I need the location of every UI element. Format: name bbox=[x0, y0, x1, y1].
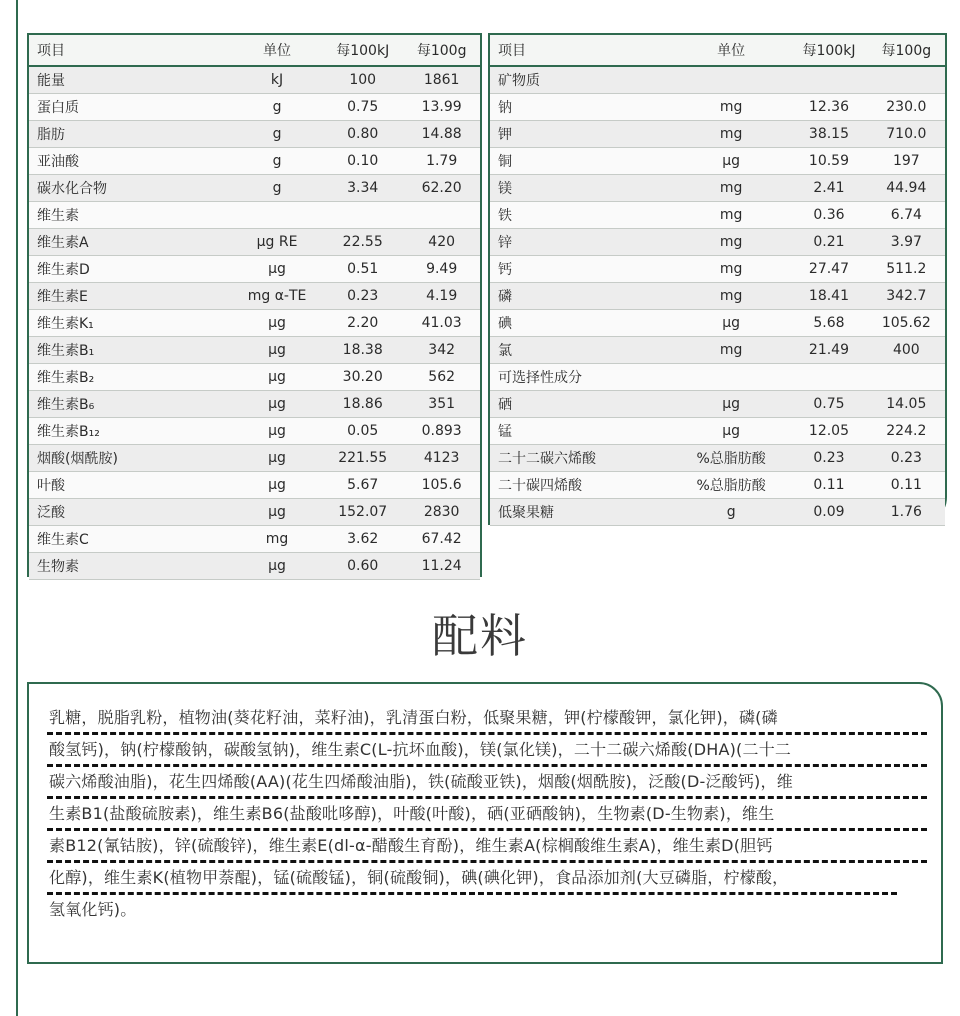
table-row bbox=[29, 391, 480, 418]
row-per-100kj: 12.05 bbox=[808, 423, 850, 439]
row-per-100g: 62.20 bbox=[421, 180, 462, 196]
row-per-100g: 400 bbox=[892, 342, 920, 358]
row-per-100g bbox=[868, 364, 945, 391]
header-item: 项目 bbox=[29, 35, 232, 66]
row-per-100g: 342 bbox=[428, 342, 456, 358]
row-name: 维生素B₁ bbox=[37, 343, 95, 359]
table-row bbox=[29, 526, 480, 553]
row-per-100g: 44.94 bbox=[886, 180, 927, 196]
row-per-100g: 420 bbox=[428, 234, 456, 250]
dashed-underline bbox=[47, 860, 927, 863]
table-row bbox=[29, 229, 480, 256]
row-per-100g: 105.62 bbox=[881, 315, 931, 331]
row-name: 生物素 bbox=[37, 559, 79, 575]
table-row bbox=[29, 256, 480, 283]
row-unit: μg bbox=[268, 504, 286, 520]
dashed-underline bbox=[47, 796, 927, 799]
ingredients-line: 碳六烯酸油脂)，花生四烯酸(AA)(花生四烯酸油脂)，铁(硫酸亚铁)，烟酸(烟酰胺)，泛酸(D-泛酸钙)，维 bbox=[49, 772, 793, 791]
row-per-100kj: 0.23 bbox=[813, 450, 845, 466]
row-per-100g: 0.893 bbox=[421, 423, 462, 439]
row-name: 锌 bbox=[498, 235, 512, 251]
row-per-100kj: 18.86 bbox=[342, 396, 383, 412]
row-per-100g: 230.0 bbox=[886, 99, 927, 115]
row-per-100kj: 18.41 bbox=[808, 288, 850, 304]
row-unit: g bbox=[272, 180, 282, 196]
ingredients-box bbox=[27, 682, 943, 964]
row-per-100kj: 0.10 bbox=[347, 153, 379, 169]
row-name: 镁 bbox=[498, 181, 512, 197]
row-name: 蛋白质 bbox=[37, 100, 79, 116]
table-row bbox=[29, 175, 480, 202]
ingredients-line: 生素B1(盐酸硫胺素)，维生素B6(盐酸吡哆醇)，叶酸(叶酸)，硒(亚硒酸钠)，生物素(D-生物素)，维生 bbox=[49, 804, 775, 823]
row-per-100kj: 2.41 bbox=[813, 180, 845, 196]
row-name: 铁 bbox=[498, 208, 512, 224]
header-per-100g: 每100g bbox=[868, 35, 945, 66]
header-per-100g: 每100g bbox=[403, 35, 480, 66]
row-per-100g: 13.99 bbox=[421, 99, 462, 115]
row-name: 二十碳四烯酸 bbox=[498, 478, 582, 494]
row-per-100g: 1.76 bbox=[890, 504, 922, 520]
row-name: 能量 bbox=[37, 73, 65, 89]
header-per-100kj: 每100kJ bbox=[790, 35, 867, 66]
row-unit: mg bbox=[265, 531, 289, 547]
row-unit: μg bbox=[722, 423, 741, 439]
row-name: 脂肪 bbox=[37, 127, 65, 143]
row-unit bbox=[672, 66, 790, 94]
table-row bbox=[29, 148, 480, 175]
ingredients-title: 配料 bbox=[432, 609, 528, 663]
row-unit: μg bbox=[268, 558, 286, 574]
page-frame-line bbox=[0, 0, 18, 1016]
row-unit: mg bbox=[719, 288, 743, 304]
row-unit: mg bbox=[719, 126, 743, 142]
table-row bbox=[490, 337, 945, 364]
row-unit: μg bbox=[268, 396, 286, 412]
dashed-underline bbox=[47, 764, 927, 767]
row-per-100kj: 0.21 bbox=[813, 234, 845, 250]
nutrition-table-left-grid bbox=[29, 35, 480, 580]
nutrition-table-right bbox=[488, 33, 947, 525]
row-per-100g: 511.2 bbox=[886, 261, 927, 277]
row-per-100kj bbox=[322, 202, 403, 229]
table-header-row bbox=[29, 35, 480, 66]
ingredients-line: 素B12(氰钴胺)，锌(硫酸锌)，维生素E(dl-α-醋酸生育酚)，维生素A(棕榈酸维生素A)，维生素D(胆钙 bbox=[49, 836, 773, 855]
row-per-100g bbox=[868, 66, 945, 94]
table-row bbox=[490, 94, 945, 121]
row-name: 矿物质 bbox=[498, 73, 540, 89]
row-name: 可选择性成分 bbox=[498, 370, 582, 386]
table-row bbox=[490, 175, 945, 202]
row-per-100kj: 21.49 bbox=[808, 342, 850, 358]
row-per-100g: 11.24 bbox=[421, 558, 462, 574]
row-per-100kj: 30.20 bbox=[342, 369, 383, 385]
row-per-100kj bbox=[790, 364, 867, 391]
row-unit: g bbox=[272, 99, 282, 115]
row-per-100g: 67.42 bbox=[421, 531, 462, 547]
row-name: 钙 bbox=[498, 262, 512, 278]
row-per-100g: 710.0 bbox=[886, 126, 927, 142]
row-name: 钾 bbox=[498, 127, 512, 143]
row-per-100kj: 0.80 bbox=[347, 126, 379, 142]
table-header-row bbox=[490, 35, 945, 66]
table-row bbox=[490, 445, 945, 472]
row-per-100kj: 2.20 bbox=[347, 315, 379, 331]
row-name: 钠 bbox=[498, 100, 512, 116]
table-row bbox=[29, 499, 480, 526]
table-row bbox=[490, 364, 945, 391]
row-per-100g: 14.05 bbox=[886, 396, 927, 412]
table-row bbox=[29, 202, 480, 229]
row-name: 碘 bbox=[498, 316, 512, 332]
table-row bbox=[29, 472, 480, 499]
row-unit bbox=[232, 202, 322, 229]
row-name: 烟酸(烟酰胺) bbox=[37, 451, 118, 467]
table-row bbox=[29, 418, 480, 445]
row-per-100kj: 22.55 bbox=[342, 234, 383, 250]
row-unit: μg bbox=[268, 315, 286, 331]
row-per-100g: 351 bbox=[428, 396, 456, 412]
row-name: 维生素A bbox=[37, 235, 89, 251]
table-row bbox=[29, 364, 480, 391]
dashed-underline bbox=[47, 732, 927, 735]
row-per-100kj: 0.75 bbox=[813, 396, 845, 412]
row-unit: %总脂肪酸 bbox=[696, 478, 766, 494]
header-unit: 单位 bbox=[232, 35, 322, 66]
row-unit: μg bbox=[268, 450, 286, 466]
row-unit: μg bbox=[722, 396, 741, 412]
row-name: 氯 bbox=[498, 343, 512, 359]
row-per-100g: 562 bbox=[428, 369, 456, 385]
row-per-100g: 6.74 bbox=[890, 207, 922, 223]
row-unit: mg bbox=[719, 342, 743, 358]
row-name: 二十二碳六烯酸 bbox=[498, 451, 596, 467]
row-per-100g: 105.6 bbox=[421, 477, 462, 493]
header-item: 项目 bbox=[490, 35, 672, 66]
row-per-100g: 9.49 bbox=[426, 261, 458, 277]
row-unit: μg bbox=[268, 477, 286, 493]
row-unit: kJ bbox=[270, 72, 284, 88]
row-per-100g: 224.2 bbox=[886, 423, 927, 439]
row-per-100kj: 3.34 bbox=[347, 180, 379, 196]
row-per-100g: 2830 bbox=[423, 504, 460, 520]
row-per-100kj: 0.11 bbox=[813, 477, 845, 493]
row-unit: μg bbox=[722, 153, 741, 169]
table-row bbox=[490, 283, 945, 310]
row-per-100kj bbox=[790, 66, 867, 94]
row-name: 泛酸 bbox=[37, 505, 65, 521]
dashed-underline bbox=[47, 892, 897, 895]
table-row bbox=[490, 418, 945, 445]
row-unit: μg bbox=[268, 261, 286, 277]
table-row bbox=[490, 310, 945, 337]
ingredients-line: 氢氧化钙)。 bbox=[49, 900, 137, 919]
row-per-100kj: 0.36 bbox=[813, 207, 845, 223]
row-unit: mg bbox=[719, 99, 743, 115]
row-per-100g: 197 bbox=[892, 153, 920, 169]
table-row bbox=[29, 337, 480, 364]
row-per-100g: 0.11 bbox=[890, 477, 922, 493]
row-name: 磷 bbox=[498, 289, 512, 305]
row-per-100kj: 38.15 bbox=[808, 126, 850, 142]
row-unit: μg RE bbox=[256, 234, 298, 250]
table-row bbox=[490, 472, 945, 499]
table-row bbox=[29, 445, 480, 472]
row-name: 亚油酸 bbox=[37, 154, 79, 170]
row-unit: %总脂肪酸 bbox=[696, 451, 766, 467]
row-unit: μg bbox=[722, 315, 741, 331]
header-per-100kj: 每100kJ bbox=[322, 35, 403, 66]
row-per-100kj: 12.36 bbox=[808, 99, 850, 115]
row-per-100kj: 0.09 bbox=[813, 504, 845, 520]
row-name: 碳水化合物 bbox=[37, 181, 107, 197]
row-unit: mg bbox=[719, 207, 743, 223]
ingredients-line: 酸氢钙)，钠(柠檬酸钠，碳酸氢钠)，维生素C(L-抗坏血酸)，镁(氯化镁)，二十二碳六烯酸(DHA)(二十二 bbox=[49, 740, 792, 759]
row-per-100g: 342.7 bbox=[886, 288, 927, 304]
row-unit: g bbox=[726, 504, 736, 520]
row-per-100g: 0.23 bbox=[890, 450, 922, 466]
row-unit: g bbox=[272, 153, 282, 169]
row-per-100kj: 0.23 bbox=[347, 288, 379, 304]
row-per-100kj: 27.47 bbox=[808, 261, 850, 277]
table-row bbox=[29, 121, 480, 148]
row-per-100g: 3.97 bbox=[890, 234, 922, 250]
row-unit: μg bbox=[268, 369, 286, 385]
row-per-100g: 1861 bbox=[423, 72, 460, 88]
table-row bbox=[490, 121, 945, 148]
row-name: 硒 bbox=[498, 397, 512, 413]
row-name: 维生素K₁ bbox=[37, 316, 94, 332]
row-name: 维生素E bbox=[37, 289, 88, 305]
table-row bbox=[490, 148, 945, 175]
row-per-100kj: 0.05 bbox=[347, 423, 379, 439]
row-per-100g: 4123 bbox=[423, 450, 460, 466]
ingredients-line: 乳糖，脱脂乳粉，植物油(葵花籽油，菜籽油)，乳清蛋白粉，低聚果糖，钾(柠檬酸钾，氯化钾)，磷(磷 bbox=[49, 708, 778, 727]
row-per-100kj: 10.59 bbox=[808, 153, 850, 169]
row-per-100g: 41.03 bbox=[421, 315, 462, 331]
table-row bbox=[490, 202, 945, 229]
row-name: 低聚果糖 bbox=[498, 505, 554, 521]
row-per-100kj: 100 bbox=[349, 72, 377, 88]
row-unit: μg bbox=[268, 423, 286, 439]
table-row bbox=[29, 553, 480, 580]
row-per-100g: 1.79 bbox=[426, 153, 458, 169]
table-row bbox=[490, 66, 945, 94]
row-unit: g bbox=[272, 126, 282, 142]
row-per-100kj: 0.51 bbox=[347, 261, 379, 277]
row-per-100kj: 5.67 bbox=[347, 477, 379, 493]
row-per-100g: 14.88 bbox=[421, 126, 462, 142]
row-per-100g bbox=[403, 202, 480, 229]
row-unit: mg bbox=[719, 234, 743, 250]
ingredients-line: 化醇)，维生素K(植物甲萘醌)，锰(硫酸锰)，铜(硫酸铜)，碘(碘化钾)，食品添加剂(大豆磷脂，柠檬酸， bbox=[49, 868, 789, 887]
row-unit: mg bbox=[719, 261, 743, 277]
row-name: 维生素C bbox=[37, 532, 89, 548]
row-name: 铜 bbox=[498, 154, 512, 170]
header-unit: 单位 bbox=[672, 35, 790, 66]
row-per-100kj: 3.62 bbox=[347, 531, 379, 547]
row-name: 维生素D bbox=[37, 262, 90, 278]
row-name: 叶酸 bbox=[37, 478, 65, 494]
table-row bbox=[29, 66, 480, 94]
row-per-100kj: 18.38 bbox=[342, 342, 383, 358]
row-name: 维生素B₆ bbox=[37, 397, 95, 413]
table-row bbox=[29, 283, 480, 310]
table-row bbox=[490, 499, 945, 526]
row-per-100kj: 221.55 bbox=[338, 450, 388, 466]
row-name: 锰 bbox=[498, 424, 512, 440]
dashed-underline bbox=[47, 828, 927, 831]
row-name: 维生素 bbox=[37, 208, 79, 224]
table-row bbox=[490, 256, 945, 283]
nutrition-table-right-grid bbox=[490, 35, 945, 526]
table-row bbox=[29, 310, 480, 337]
nutrition-table-left bbox=[27, 33, 482, 577]
table-row bbox=[490, 229, 945, 256]
row-unit: mg α-TE bbox=[247, 288, 307, 304]
table-row bbox=[29, 94, 480, 121]
row-per-100kj: 152.07 bbox=[338, 504, 388, 520]
row-unit: mg bbox=[719, 180, 743, 196]
table-row bbox=[490, 391, 945, 418]
row-unit bbox=[672, 364, 790, 391]
row-unit: μg bbox=[268, 342, 286, 358]
row-per-100kj: 0.75 bbox=[347, 99, 379, 115]
row-per-100kj: 5.68 bbox=[813, 315, 845, 331]
row-name: 维生素B₂ bbox=[37, 370, 95, 386]
row-per-100kj: 0.60 bbox=[347, 558, 379, 574]
row-per-100g: 4.19 bbox=[426, 288, 458, 304]
row-name: 维生素B₁₂ bbox=[37, 424, 100, 440]
